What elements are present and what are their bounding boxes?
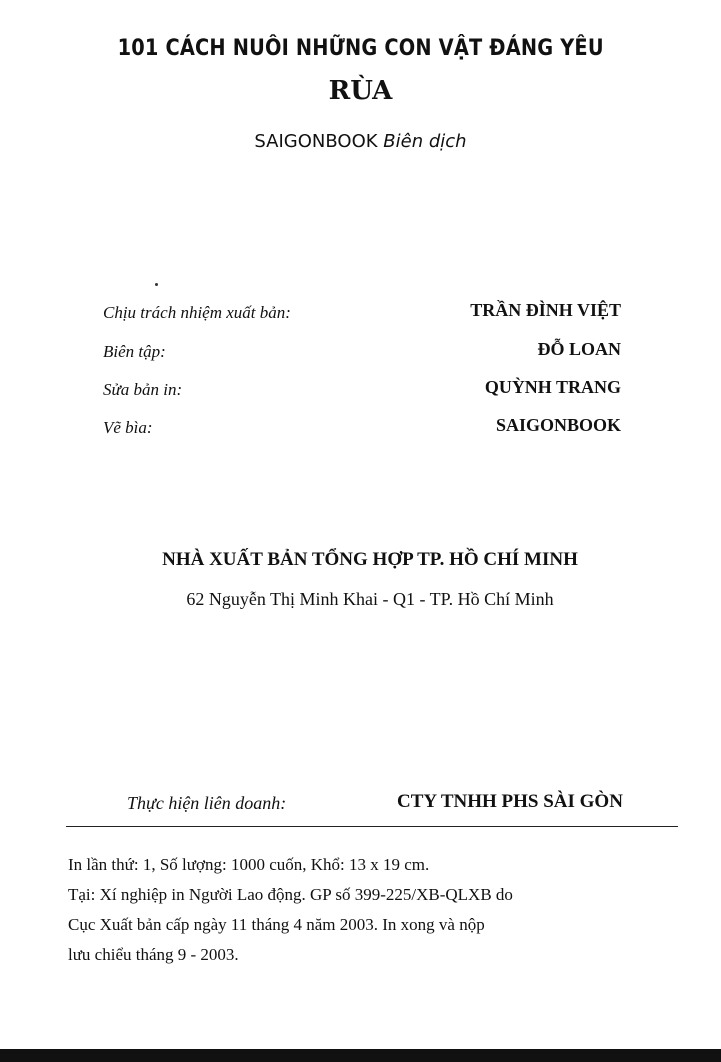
scan-edge-bar bbox=[0, 1049, 721, 1062]
credit-value-publisher-responsible: TRẦN ĐÌNH VIỆT bbox=[470, 300, 621, 320]
credit-label-editor: Biên tập: bbox=[103, 342, 166, 361]
translator-name: SAIGONBOOK bbox=[254, 131, 378, 152]
imprint-line: Cục Xuất bản cấp ngày 11 tháng 4 năm 2003. In xong và nộp bbox=[68, 915, 485, 934]
publisher-address: 62 Nguyễn Thị Minh Khai - Q1 - TP. Hồ Chí Minh bbox=[186, 589, 554, 609]
credit-value-editor: ĐỖ LOAN bbox=[537, 339, 621, 359]
credit-label-cover-artist: Vẽ bìa: bbox=[103, 418, 153, 437]
series-title: 101 CÁCH NUÔI NHỮNG CON VẬT ĐÁNG YÊU bbox=[117, 36, 604, 61]
partner-label: Thực hiện liên doanh: bbox=[127, 793, 287, 813]
imprint-block bbox=[68, 850, 688, 970]
imprint-line: Tại: Xí nghiệp in Người Lao động. GP số 399-225/XB-QLXB do bbox=[68, 885, 513, 904]
translator-line bbox=[0, 131, 721, 152]
imprint-line: lưu chiểu tháng 9 - 2003. bbox=[68, 945, 239, 964]
credit-label-proofreader: Sửa bản in: bbox=[103, 380, 183, 399]
credit-label-publisher-responsible: Chịu trách nhiệm xuất bản: bbox=[103, 303, 291, 322]
credit-value-proofreader: QUỲNH TRANG bbox=[484, 377, 621, 397]
publisher-name: NHÀ XUẤT BẢN TỔNG HỢP TP. HỒ CHÍ MINH bbox=[162, 549, 578, 570]
imprint-line: In lần thứ: 1, Số lượng: 1000 cuốn, Khổ: 13 x 19 cm. bbox=[68, 855, 430, 874]
partner-value: CTY TNHH PHS SÀI GÒN bbox=[397, 791, 623, 812]
divider-rule bbox=[66, 826, 678, 827]
translator-role: Biên dịch bbox=[383, 131, 467, 152]
credit-value-cover-artist: SAIGONBOOK bbox=[495, 415, 621, 435]
print-speck bbox=[155, 283, 158, 286]
book-title: RÙA bbox=[328, 76, 393, 106]
